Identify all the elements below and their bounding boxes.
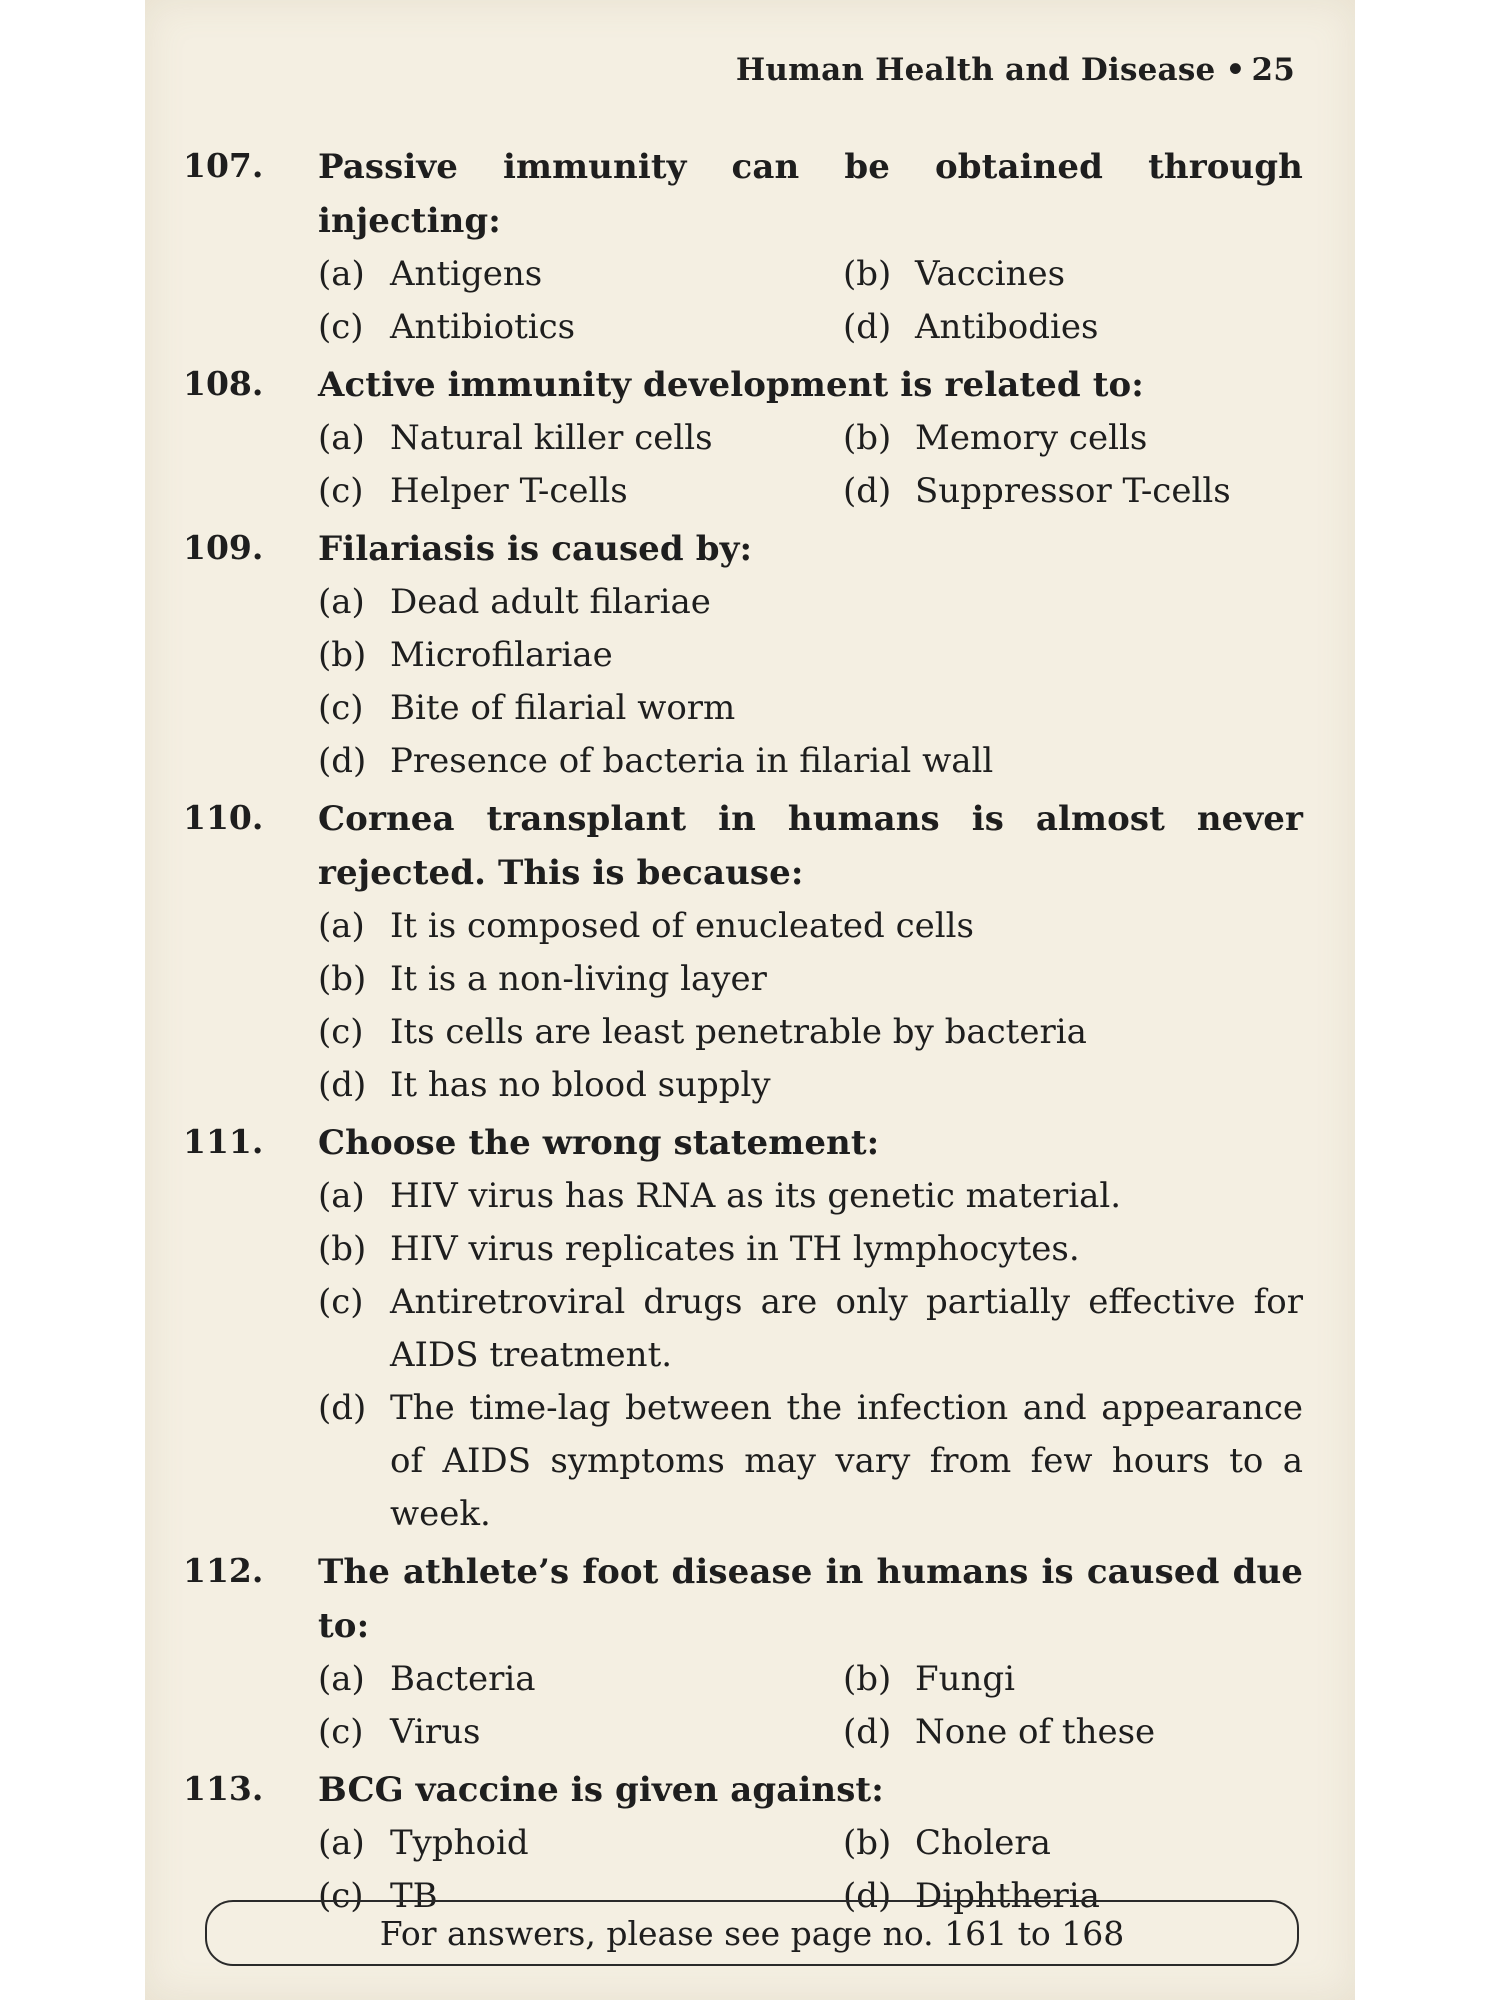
option-c: [318, 1276, 1303, 1382]
option-letter: (b): [318, 635, 367, 675]
option-b: [318, 1223, 1303, 1276]
option-letter: (d): [843, 1876, 892, 1916]
question-text: Filariasis is caused by:: [318, 529, 753, 569]
option-d: [318, 1382, 1303, 1541]
option-letter: (c): [318, 688, 364, 728]
option-letter: (d): [843, 1712, 892, 1752]
option-letter: (a): [318, 582, 365, 622]
option-letter: (d): [318, 1388, 367, 1428]
question-text: Passive immunity can be obtained through injecting:: [318, 147, 1303, 241]
option-text: Dead adult filariae: [390, 582, 711, 622]
option-letter: (b): [843, 1659, 892, 1699]
option-text: Antigens: [390, 254, 543, 294]
question-text: Choose the wrong statement:: [318, 1123, 880, 1163]
option-text: Bite of filarial worm: [390, 688, 736, 728]
question-number: 108.: [183, 364, 264, 403]
option-text: Diphtheria: [915, 1876, 1100, 1916]
header-bullet: •: [1225, 52, 1246, 88]
option-text: Antiretroviral drugs are only partially effective for AIDS treatment.: [390, 1282, 1303, 1375]
running-header: [736, 52, 1295, 88]
option-c: [318, 465, 843, 518]
option-b: [843, 248, 1303, 301]
option-letter: (a): [318, 1176, 365, 1216]
option-text: Natural killer cells: [390, 418, 713, 458]
option-letter: (c): [318, 1712, 364, 1752]
option-a: [318, 1817, 843, 1870]
question-109: [183, 522, 1303, 788]
option-b: [318, 953, 1303, 1006]
option-letter: (a): [318, 906, 365, 946]
question-body: [318, 522, 1303, 788]
option-a: [318, 900, 1303, 953]
question-text: Active immunity development is related to:: [318, 365, 1144, 405]
option-letter: (d): [318, 1065, 367, 1105]
option-a: [318, 1170, 1303, 1223]
option-list: [318, 248, 1303, 354]
option-text: HIV virus replicates in TH lymphocytes.: [390, 1229, 1080, 1269]
option-c: [318, 301, 843, 354]
question-number: 107.: [183, 146, 264, 185]
option-list: [318, 1653, 1303, 1759]
question-111: [183, 1116, 1303, 1541]
option-text: Virus: [390, 1712, 481, 1752]
question-text: BCG vaccine is given against:: [318, 1770, 884, 1810]
option-letter: (a): [318, 1823, 365, 1863]
option-letter: (c): [318, 307, 364, 347]
option-text: HIV virus has RNA as its genetic material.: [390, 1176, 1122, 1216]
question-body: [318, 140, 1303, 354]
option-c: [318, 1006, 1303, 1059]
option-b: [843, 412, 1303, 465]
option-d: [318, 735, 1303, 788]
question-text: Cornea transplant in humans is almost never rejected. This is because:: [318, 799, 1303, 893]
option-text: Helper T-cells: [390, 471, 628, 511]
option-a: [318, 412, 843, 465]
question-110: [183, 792, 1303, 1112]
option-b: [843, 1817, 1303, 1870]
option-text: Its cells are least penetrable by bacteria: [390, 1012, 1087, 1052]
question-number: 112.: [183, 1551, 264, 1590]
question-body: [318, 1545, 1303, 1759]
question-number: 113.: [183, 1769, 264, 1808]
question-body: [318, 1116, 1303, 1541]
option-list: [318, 1170, 1303, 1541]
question-113: [183, 1763, 1303, 1923]
question-number: 110.: [183, 798, 264, 837]
option-list: [318, 576, 1303, 788]
option-text: Cholera: [915, 1823, 1051, 1863]
option-text: Presence of bacteria in filarial wall: [390, 741, 994, 781]
option-letter: (a): [318, 418, 365, 458]
option-letter: (c): [318, 1012, 364, 1052]
option-letter: (b): [843, 254, 892, 294]
option-d: [318, 1059, 1303, 1112]
question-body: [318, 1763, 1303, 1923]
option-list: [318, 900, 1303, 1112]
option-text: It is composed of enucleated cells: [390, 906, 974, 946]
question-body: [318, 792, 1303, 1112]
question-107: [183, 140, 1303, 354]
option-a: [318, 1653, 843, 1706]
option-letter: (b): [318, 1229, 367, 1269]
option-d: [843, 465, 1303, 518]
option-letter: (c): [318, 1876, 364, 1916]
book-page: [145, 0, 1355, 2000]
option-text: Typhoid: [390, 1823, 529, 1863]
question-number: 111.: [183, 1122, 264, 1161]
option-letter: (c): [318, 471, 364, 511]
option-text: Microfilariae: [390, 635, 613, 675]
chapter-title: Human Health and Disease: [735, 52, 1216, 88]
option-text: Memory cells: [915, 418, 1148, 458]
option-a: [318, 576, 1303, 629]
option-text: TB: [390, 1876, 438, 1916]
option-text: Antibodies: [915, 307, 1099, 347]
option-text: It has no blood supply: [390, 1065, 771, 1105]
option-d: [843, 301, 1303, 354]
option-letter: (c): [318, 1282, 364, 1322]
option-text: Fungi: [915, 1659, 1016, 1699]
option-c: [318, 1706, 843, 1759]
option-c: [318, 682, 1303, 735]
option-text: Antibiotics: [390, 307, 576, 347]
option-b: [843, 1653, 1303, 1706]
question-112: [183, 1545, 1303, 1759]
option-letter: (a): [318, 1659, 365, 1699]
option-d: [843, 1706, 1303, 1759]
question-body: [318, 358, 1303, 518]
option-text: The time-lag between the infection and appearance of AIDS symptoms may vary from few hours to a week.: [390, 1388, 1303, 1534]
option-letter: (a): [318, 254, 365, 294]
option-letter: (b): [843, 418, 892, 458]
option-letter: (b): [843, 1823, 892, 1863]
option-b: [318, 629, 1303, 682]
question-text: The athlete’s foot disease in humans is caused due to:: [318, 1552, 1303, 1646]
page-number: 25: [1251, 52, 1295, 88]
option-a: [318, 248, 843, 301]
option-text: Vaccines: [915, 254, 1066, 294]
question-number: 109.: [183, 528, 264, 567]
option-text: Bacteria: [390, 1659, 536, 1699]
option-text: Suppressor T-cells: [915, 471, 1231, 511]
option-letter: (d): [318, 741, 367, 781]
answers-note-text: For answers, please see page no. 161 to 168: [379, 1913, 1125, 1953]
option-list: [318, 412, 1303, 518]
option-text: It is a non-living layer: [390, 959, 767, 999]
option-letter: (d): [843, 307, 892, 347]
option-text: None of these: [915, 1712, 1156, 1752]
option-letter: (b): [318, 959, 367, 999]
question-list: [183, 140, 1303, 1927]
answers-note-box: [205, 1900, 1299, 1966]
question-108: [183, 358, 1303, 518]
option-letter: (d): [843, 471, 892, 511]
